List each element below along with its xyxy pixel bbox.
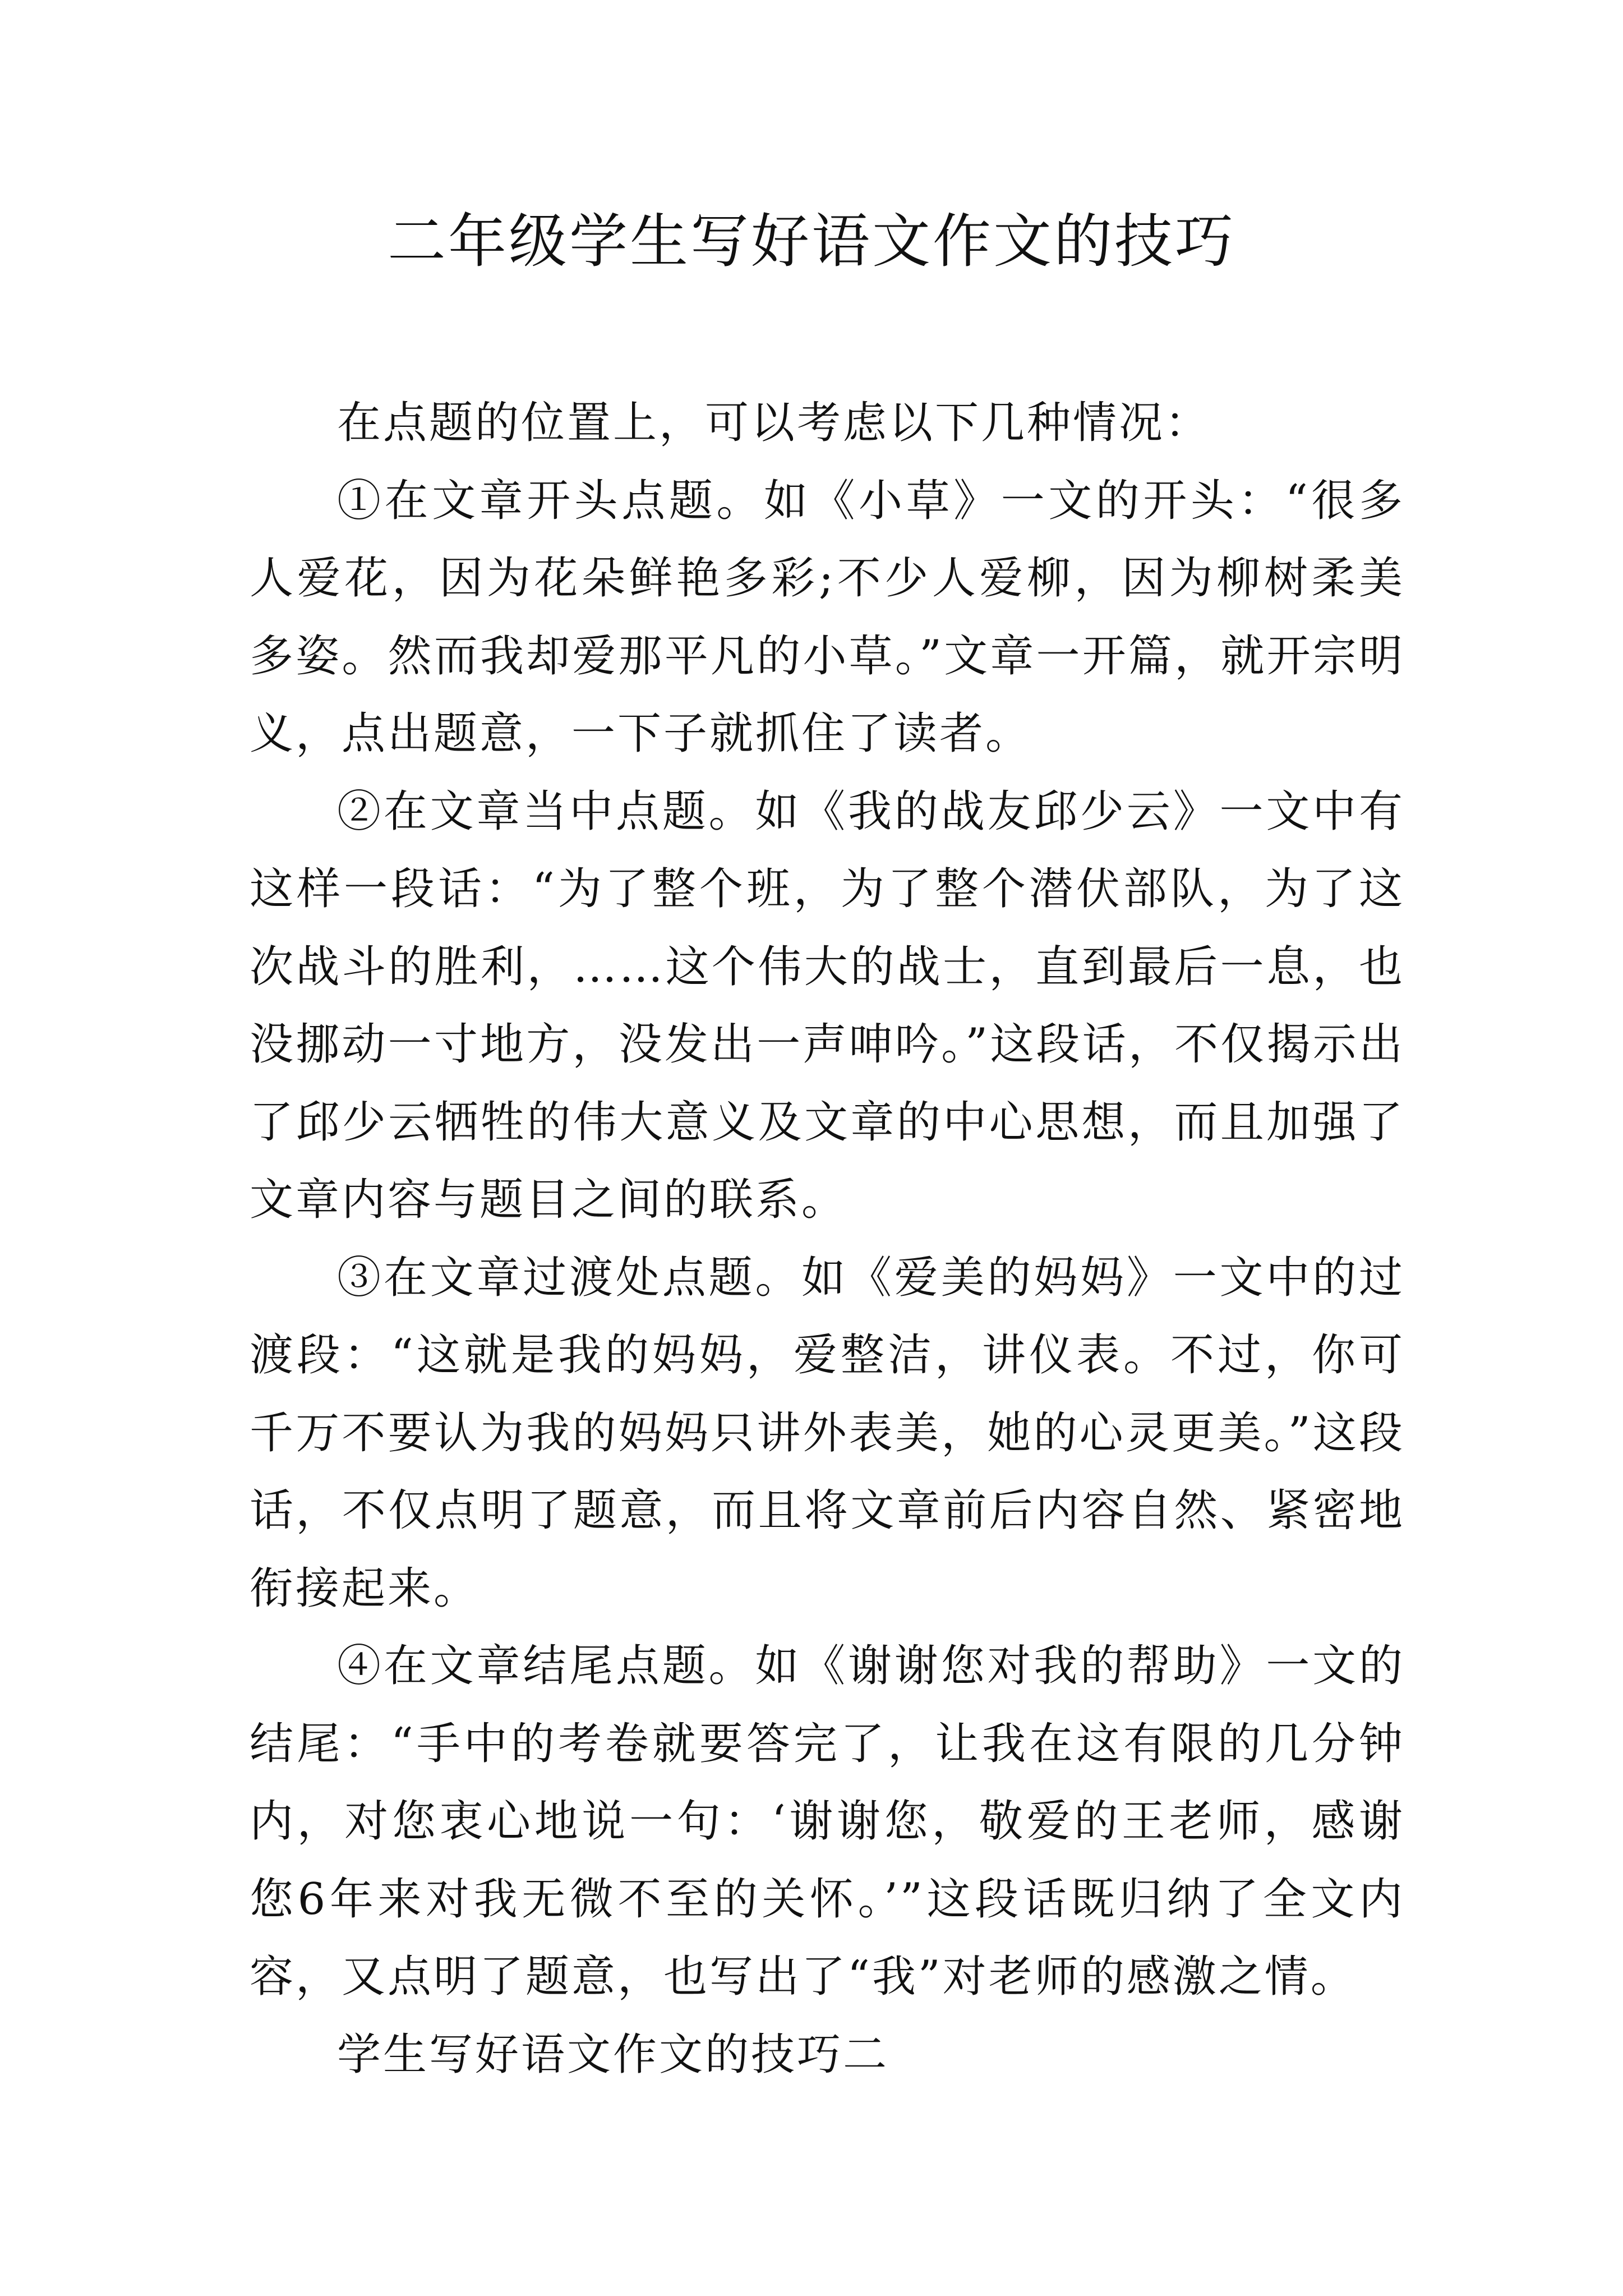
paragraph-intro: 在点题的位置上，可以考虑以下几种情况：	[337, 398, 1211, 448]
paragraph-point-2: ②在文章当中点题。如《我的战友邱少云》一文中有这样一段话：“为了整个班，为了整个潜伏部队，为了这次战斗的胜利，……这个伟大的战士，直到最后一息，也没挪动一寸地方，没发出一声呻吟。”这段话，不仅揭示出了邱少云牺牲的伟大意义及文章的中心思想，而且加强了文章内容与题目之间的联系。	[250, 786, 1405, 1225]
document-title: 二年级学生写好语文作文的技巧	[387, 207, 1235, 275]
document-body	[250, 384, 1405, 2093]
paragraph-point-1: ①在文章开头点题。如《小草》一文的开头：“很多人爱花，因为花朵鲜艳多彩;不少人爱柳，因为柳树柔美多姿。然而我却爱那平凡的小草。”文章一开篇，就开宗明义，点出题意，一下子就抓住了读者。	[250, 475, 1405, 759]
paragraph-point-4: ④在文章结尾点题。如《谢谢您对我的帮助》一文的结尾：“手中的考卷就要答完了，让我在这有限的几分钟内，对您衷心地说一句：‘谢谢您，敬爱的王老师，感谢您6年来对我无微不至的关怀。’”这段话既归纳了全文内容，又点明了题意，也写出了“我”对老师的感激之情。	[250, 1641, 1405, 2002]
paragraph-point-3: ③在文章过渡处点题。如《爱美的妈妈》一文中的过渡段：“这就是我的妈妈，爱整洁，讲仪表。不过，你可千万不要认为我的妈妈只讲外表美，她的心灵更美。”这段话，不仅点明了题意，而且将文章前后内容自然、紧密地衔接起来。	[250, 1252, 1405, 1614]
section-heading: 学生写好语文作文的技巧二	[337, 2029, 889, 2080]
